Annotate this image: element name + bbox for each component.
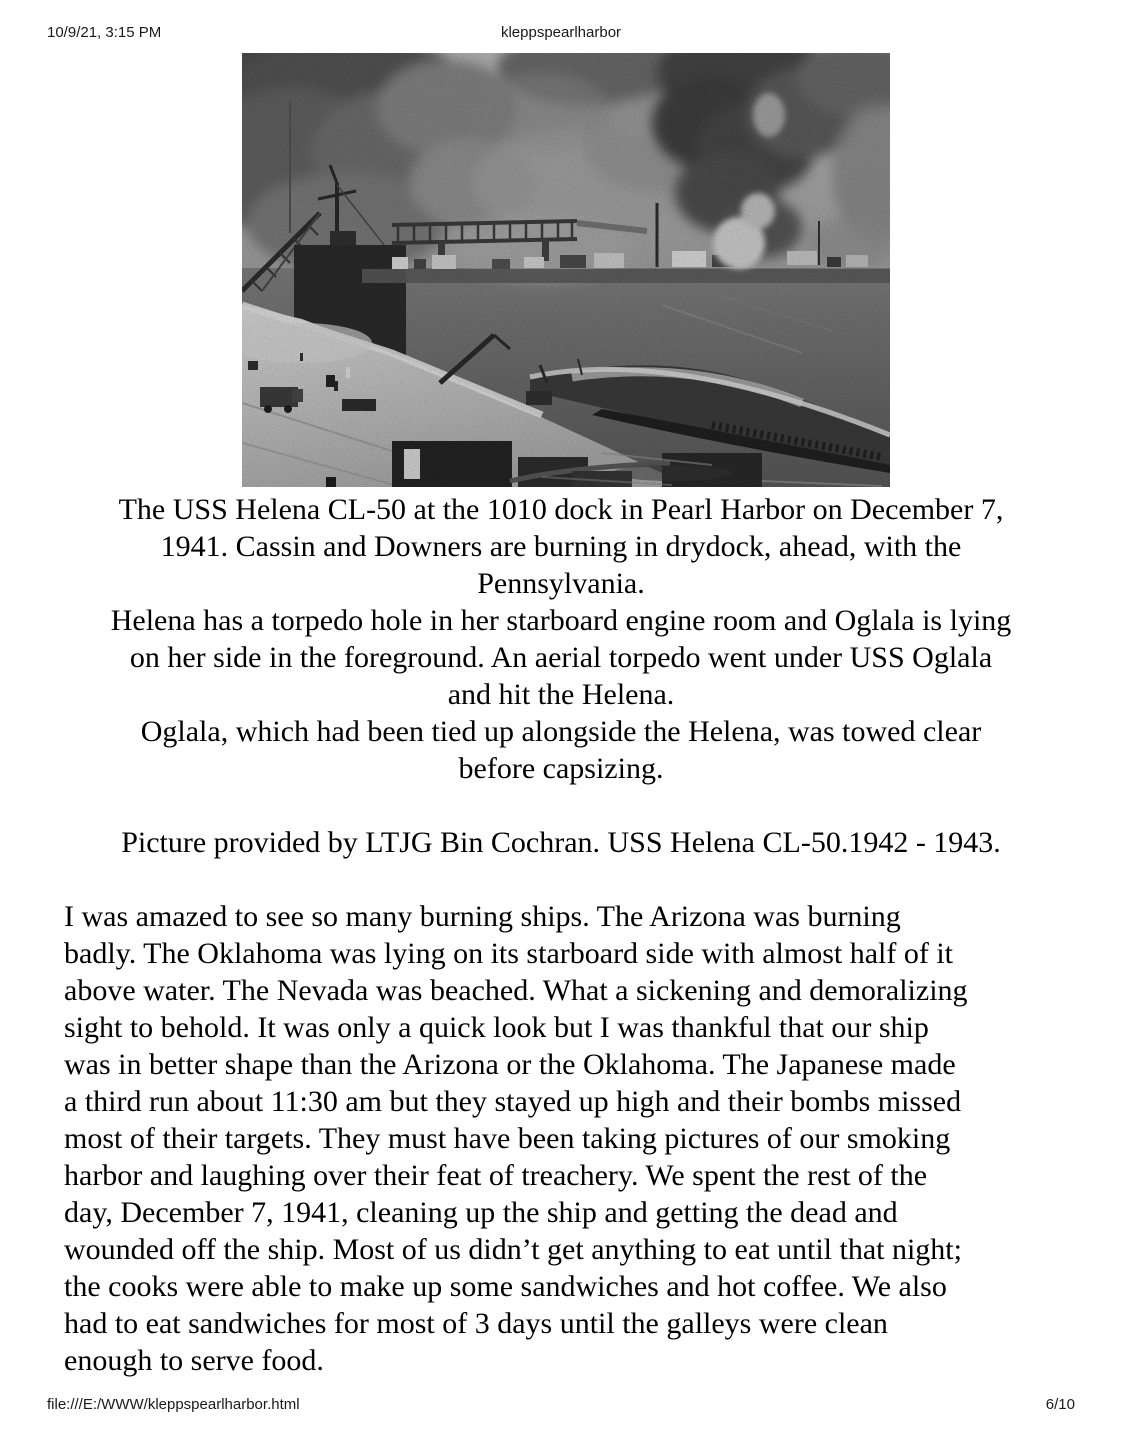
- blank-line: [64, 787, 1058, 824]
- film-grain: [242, 53, 890, 487]
- blank-line: [64, 861, 1058, 898]
- main-text: [64, 491, 1058, 1379]
- caption-block-1: The USS Helena CL-50 at the 1010 dock in Pearl Harbor on December 7, 1941. Cassin and Downers are burning in drydock, ahead, with the Pennsylvania.: [118, 493, 1004, 600]
- photo-credit: Picture provided by LTJG Bin Cochran. USS Helena CL-50.1942 - 1943.: [121, 826, 1001, 859]
- print-datetime: 10/9/21, 3:15 PM: [47, 24, 162, 41]
- print-header: [47, 24, 1075, 44]
- footer-page-number: 6/10: [1045, 1396, 1075, 1413]
- print-footer: [47, 1396, 1075, 1416]
- pearl-harbor-photo: [242, 53, 890, 487]
- footer-file-url: file:///E:/WWW/kleppspearlharbor.html: [47, 1396, 300, 1413]
- body-paragraph: I was amazed to see so many burning ships. The Arizona was burning badly. The Oklahoma was lying on its starboard side with almost half of it above water. The Nevada was beached. What a sickening and demoralizing sight to behold. It was only a quick look but I was thankful that our ship was in better shape than the Arizona or the Oklahoma. The Japanese made a third run about 11:30 am but they stayed up high and their bombs missed most of their targets. They must have been taking pictures of our smoking harbor and laughing over their feat of treachery. We spent the rest of the day, December 7, 1941, cleaning up the ship and getting the dead and wounded off the ship. Most of us didn’t get anything to eat until that night; the cooks were able to make up some sandwiches and hot coffee. We also had to eat sandwiches for most of 3 days until the galleys were clean enough to serve food.: [64, 900, 968, 1377]
- caption-block-3: Oglala, which had been tied up alongside the Helena, was towed clear before capsizing.: [140, 715, 982, 785]
- document-title: kleppspearlharbor: [500, 24, 622, 41]
- caption-block-2: Helena has a torpedo hole in her starboard engine room and Oglala is lying on her side in the foreground. An aerial torpedo went under USS Oglala and hit the Helena.: [110, 604, 1012, 711]
